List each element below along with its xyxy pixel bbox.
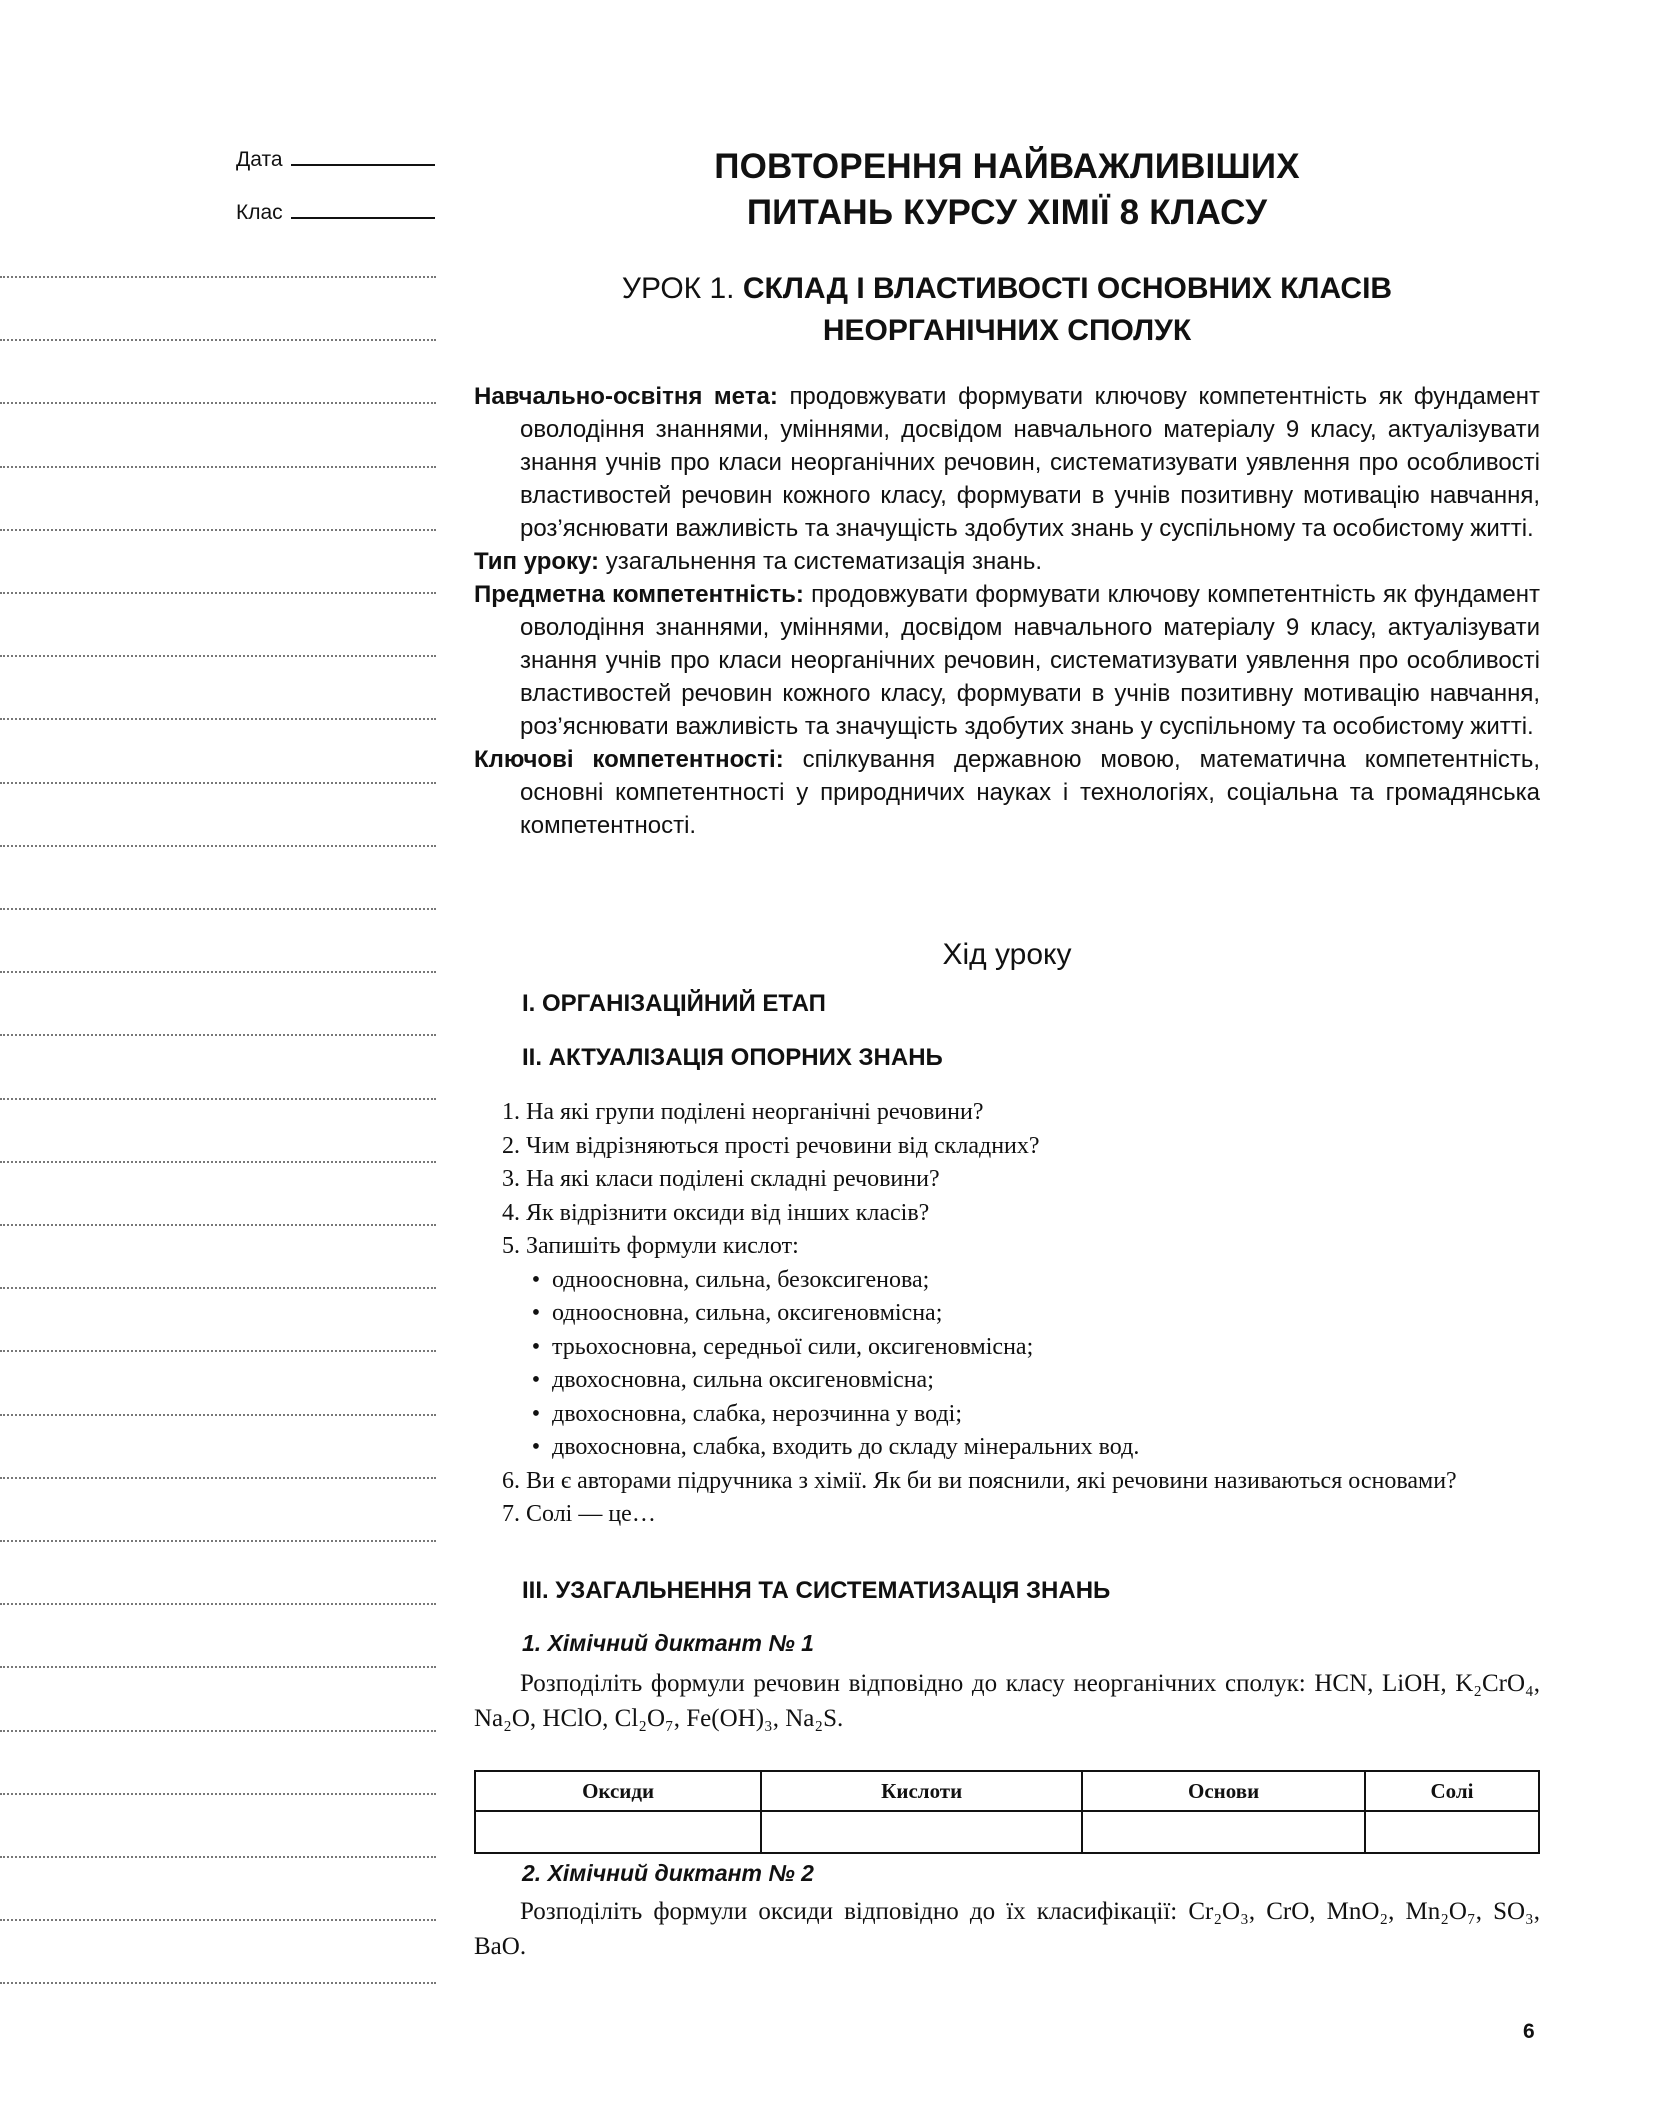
bullet-icon: • [531, 1434, 541, 1460]
date-field[interactable] [236, 148, 435, 172]
note-line [0, 655, 436, 657]
question-text: На які класи поділені складні речовини? [526, 1166, 940, 1192]
question-text: Запишіть формули кислот: [526, 1233, 799, 1259]
table-header: Основи [1082, 1771, 1365, 1811]
note-line [0, 1856, 436, 1858]
type-label: Тип уроку: [474, 548, 600, 575]
page-number: 6 [1523, 2020, 1535, 2043]
question-text: На які групи поділені неорганічні речовини? [526, 1099, 984, 1125]
list-item: 3. На які класи поділені складні речовини? [486, 1163, 1540, 1197]
bullet-icon: • [531, 1300, 541, 1326]
note-line [0, 529, 436, 531]
page-title-line2: ПИТАНЬ КУРСУ ХІМІЇ 8 КЛАСУ [746, 193, 1268, 232]
note-line [0, 845, 436, 847]
note-line [0, 466, 436, 468]
goal-paragraph [474, 380, 1540, 545]
note-line [0, 1034, 436, 1036]
question-text: Як відрізнити оксиди від інших класів? [526, 1199, 930, 1226]
table-header: Оксиди [475, 1771, 761, 1811]
subject-text: продовжувати формувати ключову компетентність як фундамент оволодіння знаннями, уміннями, досвідом навчального матеріалу 9 класу, актуалізувати знання учнів про класи неорганічних речовин, систематизувати уявлення про особливості властивостей речовин кожного класу, формувати в учнів позитивну мотивацію навчання, роз’яснювати важливість та значущість здобутих знань у суспільному та особистому житті. [520, 581, 1540, 740]
note-line [0, 1414, 436, 1416]
note-line [0, 1730, 436, 1732]
table-cell[interactable] [1365, 1811, 1539, 1853]
key-label: Ключові компетентності: [474, 746, 784, 773]
class-line[interactable] [291, 203, 435, 219]
bullet-text: двохосновна, слабка, входить до складу мінеральних вод. [552, 1434, 1140, 1460]
bullet-text: трьохосновна, середньої сили, оксигеновмісна; [552, 1333, 1034, 1360]
key-paragraph [474, 743, 1540, 842]
table-row[interactable] [475, 1811, 1539, 1853]
bullet-item [486, 1431, 1540, 1465]
dictation2-formulas: Cr₂O₃, CrO, MnO₂, Mn₂O₇, SO₃, BaO. [474, 1898, 1540, 1960]
note-line [0, 1540, 436, 1542]
course-heading: Хід уроку [942, 938, 1072, 971]
classification-table [474, 1770, 1540, 1854]
section-organizational: I. ОРГАНІЗАЦІЙНИЙ ЕТАП [522, 990, 826, 1017]
bullet-text: двохосновна, сильна оксигеновмісна; [552, 1367, 934, 1393]
note-line [0, 1287, 436, 1289]
bullet-text: одноосновна, сильна, оксигеновмісна; [552, 1300, 943, 1326]
lesson-title-line1: СКЛАД І ВЛАСТИВОСТІ ОСНОВНИХ КЛАСІВ [742, 272, 1393, 305]
date-label: Дата [236, 148, 283, 171]
dictation1-title: 1. Хімічний диктант № 1 [522, 1630, 814, 1656]
question-list [486, 1096, 1540, 1532]
lesson-meta [474, 380, 1540, 842]
list-item: 6. Ви є авторами підручника з хімії. Як би ви пояснили, які речовини називаються основами? [486, 1465, 1540, 1499]
lesson-prefix: УРОК 1. [621, 272, 735, 305]
note-line [0, 339, 436, 341]
table-header: Солі [1365, 1771, 1539, 1811]
class-label: Клас [236, 201, 283, 224]
page-title-line1: ПОВТОРЕННЯ НАЙВАЖЛИВІШИХ [714, 147, 1300, 186]
note-line [0, 1098, 436, 1100]
note-line [0, 1793, 436, 1795]
class-field[interactable] [236, 201, 435, 225]
dictation1-instruction: Розподіліть формули речовин відповідно до класу неорганічних сполук: [520, 1670, 1306, 1697]
question-text: Ви є авторами підручника з хімії. Як би ви пояснили, які речовини називаються основами? [526, 1467, 1457, 1494]
note-line [0, 1603, 436, 1605]
lesson-heading [474, 268, 1540, 352]
list-item: 7. Солі — це… [486, 1498, 1540, 1532]
list-item: 5. Запишіть формули кислот: [486, 1230, 1540, 1264]
note-line [0, 1982, 436, 1984]
bullet-icon: • [531, 1367, 541, 1393]
lesson-title-line2: НЕОРГАНІЧНИХ СПОЛУК [822, 314, 1192, 347]
note-line [0, 402, 436, 404]
list-item: 4. Як відрізнити оксиди від інших класів? [486, 1197, 1540, 1231]
bullet-icon: • [531, 1333, 541, 1360]
note-line [0, 908, 436, 910]
note-line [0, 1350, 436, 1352]
note-line [0, 1224, 436, 1226]
type-paragraph [474, 545, 1540, 578]
note-line [0, 592, 436, 594]
bullet-text: двохосновна, слабка, нерозчинна у воді; [552, 1400, 963, 1427]
bullet-icon: • [531, 1266, 541, 1293]
note-line [0, 1666, 436, 1668]
subject-paragraph [474, 578, 1540, 743]
bullet-text: одноосновна, сильна, безоксигенова; [552, 1266, 930, 1293]
table-cell[interactable] [1082, 1811, 1365, 1853]
question-text: Чим відрізняються прості речовини від складних? [526, 1132, 1040, 1159]
table-cell[interactable] [761, 1811, 1082, 1853]
bullet-item [486, 1398, 1540, 1432]
subject-label: Предметна компетентність: [474, 581, 804, 608]
goal-label: Навчально-освітня мета: [474, 383, 778, 410]
bullet-item [486, 1264, 1540, 1298]
goal-text: продовжувати формувати ключову компетентність як фундамент оволодіння знаннями, уміннями, досвідом навчального матеріалу 9 класу, актуалізувати знання учнів про класи неорганічних речовин, систематизувати уявлення про особливості властивостей речовин кожного класу, формувати в учнів позитивну мотивацію навчання, роз’яснювати важливість та значущість здобутих знань у суспільному та особистому житті. [520, 383, 1540, 542]
date-line[interactable] [291, 150, 435, 166]
page-title [474, 144, 1540, 236]
list-item: 2. Чим відрізняються прості речовини від складних? [486, 1130, 1540, 1164]
note-line [0, 971, 436, 973]
section-actualization: II. АКТУАЛІЗАЦІЯ ОПОРНИХ ЗНАНЬ [522, 1044, 943, 1071]
note-line [0, 1477, 436, 1479]
question-text: Солі — це… [526, 1501, 656, 1527]
note-line [0, 718, 436, 720]
bullet-item [486, 1364, 1540, 1398]
dictation2-text [474, 1894, 1540, 1964]
table-header: Кислоти [761, 1771, 1082, 1811]
note-line [0, 1161, 436, 1163]
dictation1-formulas: HCN, LiOH, K₂CrO₄, Na₂O, HClO, Cl₂O₇, Fe(OH)₃, Na₂S. [474, 1670, 1540, 1732]
type-text: узагальнення та систематизація знань. [605, 548, 1042, 575]
dictation2-title: 2. Хімічний диктант № 2 [522, 1860, 814, 1886]
table-header-row [475, 1771, 1539, 1811]
dictation1-text [474, 1666, 1540, 1736]
note-line [0, 782, 436, 784]
bullet-item [486, 1297, 1540, 1331]
bullet-icon: • [531, 1400, 541, 1427]
bullet-item [486, 1331, 1540, 1365]
table-cell[interactable] [475, 1811, 761, 1853]
dictation2-instruction: Розподіліть формули оксиди відповідно до їх класифікації: [520, 1898, 1178, 1925]
note-line [0, 1919, 436, 1921]
note-line [0, 276, 436, 278]
section-generalization: III. УЗАГАЛЬНЕННЯ ТА СИСТЕМАТИЗАЦІЯ ЗНАНЬ [522, 1577, 1111, 1604]
list-item: 1. На які групи поділені неорганічні речовини? [486, 1096, 1540, 1130]
key-text: спілкування державною мовою, математична компетентність, основні компетентності у природничих науках і технологіях, соціальна та громадянська компетентності. [520, 746, 1541, 839]
